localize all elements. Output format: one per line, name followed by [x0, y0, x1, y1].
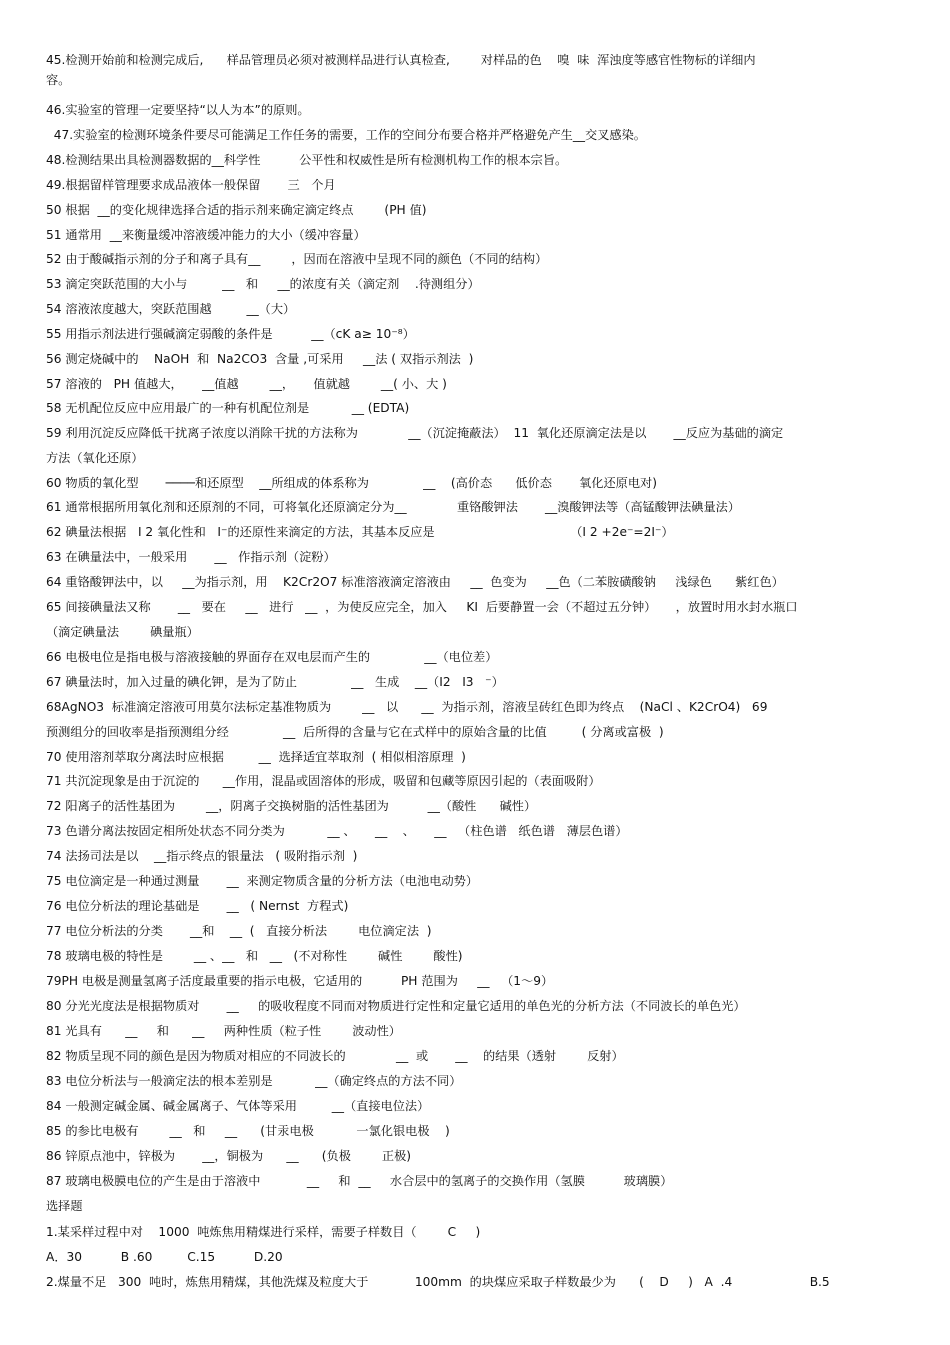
answer-options: A．30 B .60 C.15 D.20 [46, 1250, 283, 1264]
text-line: 82 物质呈现不同的颜色是因为物质对相应的不同波长的 __ 或 __ 的结果（透射 反射） [46, 1049, 624, 1063]
text-line: 81 光具有 __ 和 __ 两种性质（粒子性 波动性） [46, 1024, 401, 1038]
text-line: 72 阳离子的活性基团为 __，阴离子交换树脂的活性基团为 __（酸性 碱性） [46, 799, 537, 813]
text-line: 预测组分的回收率是指预测组分经 __ 后所得的含量与它在式样中的原始含量的比值 ( 分离或富极 ) [46, 725, 664, 739]
text-line: 方法（氧化还原） [46, 451, 144, 465]
text-line: 77 电位分析法的分类 __和 __ ( 直接分析法 电位滴定法 ) [46, 924, 432, 938]
text-line: 74 法扬司法是以 __指示终点的银量法 ( 吸附指示剂 ) [46, 849, 358, 863]
text-line: 63 在碘量法中，一般采用 __ 作指示剂（淀粉） [46, 550, 336, 564]
text-line: 容。 [46, 73, 71, 87]
text-line: 87 玻璃电极膜电位的产生是由于溶液中 __ 和 __ 水合层中的氢离子的交换作用（氢膜 玻璃膜） [46, 1174, 673, 1188]
text-line: 73 色谱分离法按固定相所处状态不同分类为 __ 、 __ 、 __ （柱色谱 纸色谱 薄层色谱） [46, 824, 628, 838]
section-heading: 选择题 [46, 1199, 83, 1213]
text-line: 53 滴定突跃范围的大小与 __ 和 __的浓度有关（滴定剂 .待测组分） [46, 277, 480, 291]
text-line: 70 使用溶剂萃取分离法时应根据 __ 选择适宜萃取剂 ( 相似相溶原理 ) [46, 750, 466, 764]
text-line: 65 间接碘量法又称 __ 要在 __ 进行 __ ，为使反应完全，加入 KI 后要静置一会（不超过五分钟） ，放置时用水封水瓶口 [46, 600, 798, 614]
text-line: 68AgNO3 标准滴定溶液可用莫尔法标定基准物质为 __ 以 __ 为指示剂，溶液呈砖红色即为终点 (NaCl 、K2CrO4) 69 [46, 700, 768, 714]
text-line: 51 通常用 __来衡量缓冲溶液缓冲能力的大小（缓冲容量） [46, 228, 366, 242]
text-line: 78 玻璃电极的特性是 __ 、__ 和 __ (不对称性 碱性 酸性) [46, 949, 463, 963]
text-line: 49.根据留样管理要求成品液体一般保留 三 个月 [46, 178, 336, 192]
text-line: 58 无机配位反应中应用最广的一种有机配位剂是 __ (EDTA) [46, 401, 410, 415]
question-line: 1.某采样过程中对 1000 吨炼焦用精煤进行采样，需要子样数目（ C ) [46, 1225, 481, 1239]
text-line: 56 测定烧碱中的 NaOH 和 Na2CO3 含量 ,可采用 __法 ( 双指示剂法 ) [46, 352, 474, 366]
text-line: 86 锌原点池中，锌极为 __，铜极为 __ (负极 正极) [46, 1149, 412, 1163]
text-line: 59 利用沉淀反应降低干扰离子浓度以消除干扰的方法称为 __（沉淀掩蔽法） 11 氧化还原滴定法是以 __反应为基础的滴定 [46, 426, 784, 440]
text-line: 47.实验室的检测环境条件要尽可能满足工作任务的需要，工作的空间分布要合格并严格避免产生__交叉感染。 [46, 128, 646, 142]
text-line: 83 电位分析法与一般滴定法的根本差别是 __（确定终点的方法不同） [46, 1074, 462, 1088]
text-line: 45.检测开始前和检测完成后, 样品管理员必须对被测样品进行认真检查, 对样品的色 嗅 味 浑浊度等感官性物标的详细内 [46, 53, 756, 67]
text-line: （滴定碘量法 碘量瓶） [46, 625, 199, 639]
text-line: 48.检测结果出具检测器数据的__科学性 公平性和权威性是所有检测机构工作的根本宗旨。 [46, 153, 568, 167]
text-line: 52 由于酸碱指示剂的分子和离子具有__ ，因而在溶液中呈现不同的颜色（不同的结构） [46, 252, 548, 266]
text-line: 60 物质的氧化型 ────和还原型 __所组成的体系称为 __ (高价态 低价态 氧化还原电对) [46, 476, 657, 490]
text-line: 55 用指示剂法进行强碱滴定弱酸的条件是 __（cK a≥ 10⁻⁸） [46, 327, 415, 341]
text-line: 67 碘量法时，加入过量的碘化钾，是为了防止 __ 生成 __（I2 I3 ⁻） [46, 675, 504, 689]
question-line: 2.煤量不足 300 吨时，炼焦用精煤，其他洗煤及粒度大于 100mm 的块煤应采取子样数最少为 ( D ) A .4 B.5 [46, 1275, 830, 1289]
text-line: 76 电位分析法的理论基础是 __ ( Nernst 方程式) [46, 899, 349, 913]
text-line: 85 的参比电极有 __ 和 __ (甘汞电极 一氯化银电极 ) [46, 1124, 450, 1138]
text-line: 46.实验室的管理一定要坚持“以人为本”的原则。 [46, 103, 310, 117]
text-line: 57 溶液的 PH 值越大， __值越 __， 值就越 __( 小、大 ) [46, 377, 447, 391]
text-line: 84 一般测定碱金属、碱金属离子、气体等采用 __（直接电位法） [46, 1099, 430, 1113]
text-line: 50 根据 __的变化规律选择合适的指示剂来确定滴定终点 (PH 值) [46, 203, 427, 217]
text-line: 66 电极电位是指电极与溶液接触的界面存在双电层而产生的 __（电位差） [46, 650, 498, 664]
text-line: 61 通常根据所用氧化剂和还原剂的不同，可将氧化还原滴定分为__ 重铬酸钾法 __溴酸钾法等（高锰酸钾法碘量法） [46, 500, 741, 514]
text-line: 79PH 电极是测量氢离子活度最重要的指示电极，它适用的 PH 范围为 __ （1～9） [46, 974, 554, 988]
text-line: 64 重铬酸钾法中，以 __为指示剂，用 K2Cr2O7 标准溶液滴定溶液由 __ 色变为 __色（二苯胺磺酸钠 浅绿色 紫红色） [46, 575, 784, 589]
text-line: 71 共沉淀现象是由于沉淀的 __作用，混晶或固溶体的形成，吸留和包藏等原因引起的（表面吸附） [46, 774, 601, 788]
text-line: 75 电位滴定是一种通过测量 __ 来测定物质含量的分析方法（电池电动势） [46, 874, 479, 888]
text-line: 80 分光光度法是根据物质对 __ 的吸收程度不同而对物质进行定性和定量它适用的单色光的分析方法（不同波长的单色光） [46, 999, 746, 1013]
text-line: 62 碘量法根据 I 2 氧化性和 I⁻的还原性来滴定的方法，其基本反应是 （I 2 +2e⁻=2I⁻） [46, 525, 674, 539]
text-line: 54 溶液浓度越大，突跃范围越 __（大） [46, 302, 296, 316]
